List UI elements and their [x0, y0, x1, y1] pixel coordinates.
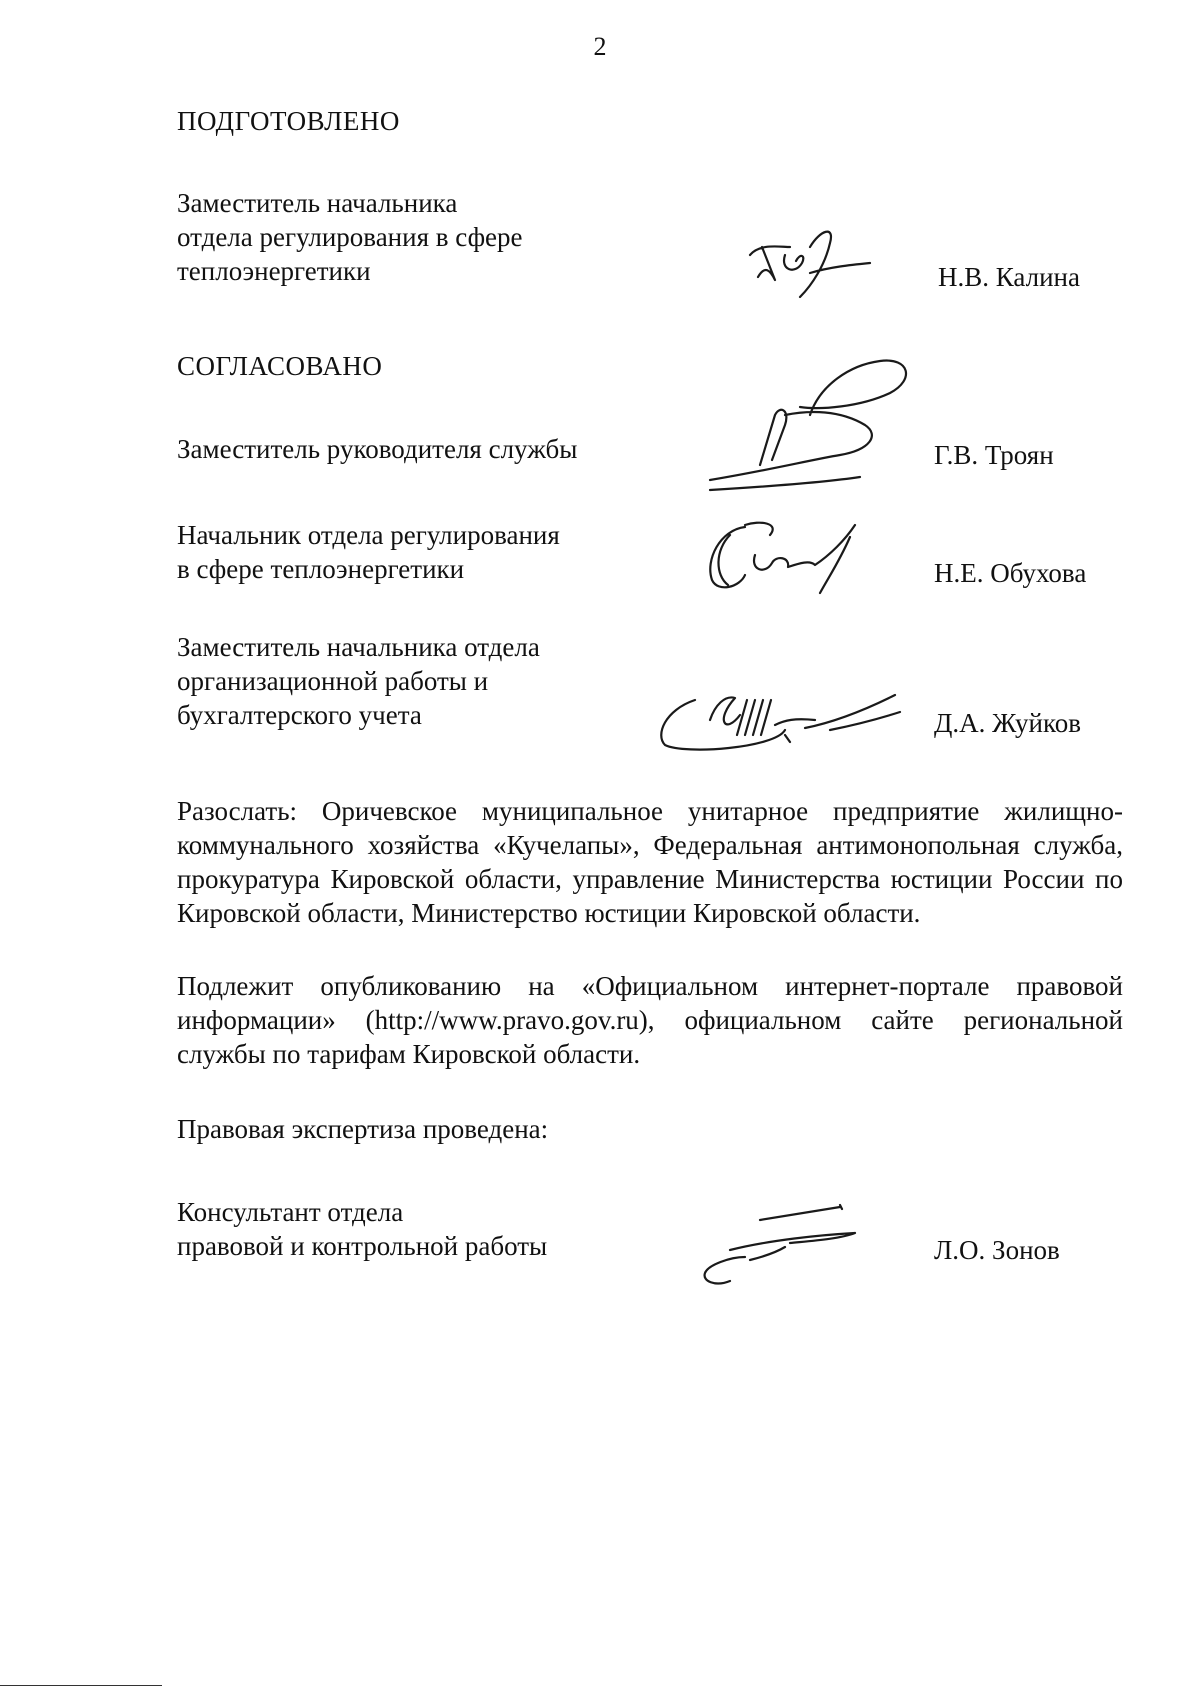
- signature-troyan: [700, 355, 920, 505]
- footer-divider: [0, 1685, 162, 1686]
- agreed-heading: СОГЛАСОВАНО: [177, 351, 383, 381]
- agreed-signer-name: Г.В. Троян: [934, 440, 1054, 470]
- publication-paragraph: Подлежит опубликованию на «Официальном интернет-портале правовой информации» (http://www.pravo.gov.ru), официальном сайте региональной службы по тарифам Кировской области.: [177, 971, 1123, 1069]
- prepared-signer-name: Н.В. Калина: [938, 262, 1080, 292]
- legal-review-heading: Правовая экспертиза проведена:: [177, 1114, 549, 1144]
- legal-review-position-line: правовой и контрольной работы: [177, 1231, 548, 1261]
- agreed-signer-name: Н.Е. Обухова: [934, 558, 1087, 588]
- legal-review-position-line: Консультант отдела: [177, 1197, 404, 1227]
- signature-obukhova: [700, 515, 870, 595]
- agreed-position-line: бухгалтерского учета: [177, 700, 422, 730]
- prepared-position-line: Заместитель начальника: [177, 188, 458, 218]
- agreed-signer-name: Д.А. Жуйков: [934, 708, 1081, 738]
- signature-zhuykov: [655, 680, 905, 760]
- legal-review-signer-name: Л.О. Зонов: [934, 1235, 1060, 1265]
- agreed-position-line: в сфере теплоэнергетики: [177, 554, 465, 584]
- signature-zonov: [690, 1195, 870, 1290]
- prepared-position-line: теплоэнергетики: [177, 256, 371, 286]
- prepared-position-line: отдела регулирования в сфере: [177, 222, 523, 252]
- agreed-position-line: Начальник отдела регулирования: [177, 520, 560, 550]
- agreed-position-line: организационной работы и: [177, 666, 489, 696]
- signature-kalina: [740, 225, 880, 315]
- page-number: 2: [593, 32, 607, 61]
- agreed-position-line: Заместитель начальника отдела: [177, 632, 540, 662]
- agreed-position-line: Заместитель руководителя службы: [177, 434, 578, 464]
- prepared-heading: ПОДГОТОВЛЕНО: [177, 106, 400, 136]
- distribution-paragraph: Разослать: Оричевское муниципальное унитарное предприятие жилищно-коммунального хозяйства «Кучелапы», Федеральная антимонопольная служба, прокуратура Кировской области, управление Министерства юстиции России по Кировской области, Министерство юстиции Кировской области.: [177, 796, 1123, 928]
